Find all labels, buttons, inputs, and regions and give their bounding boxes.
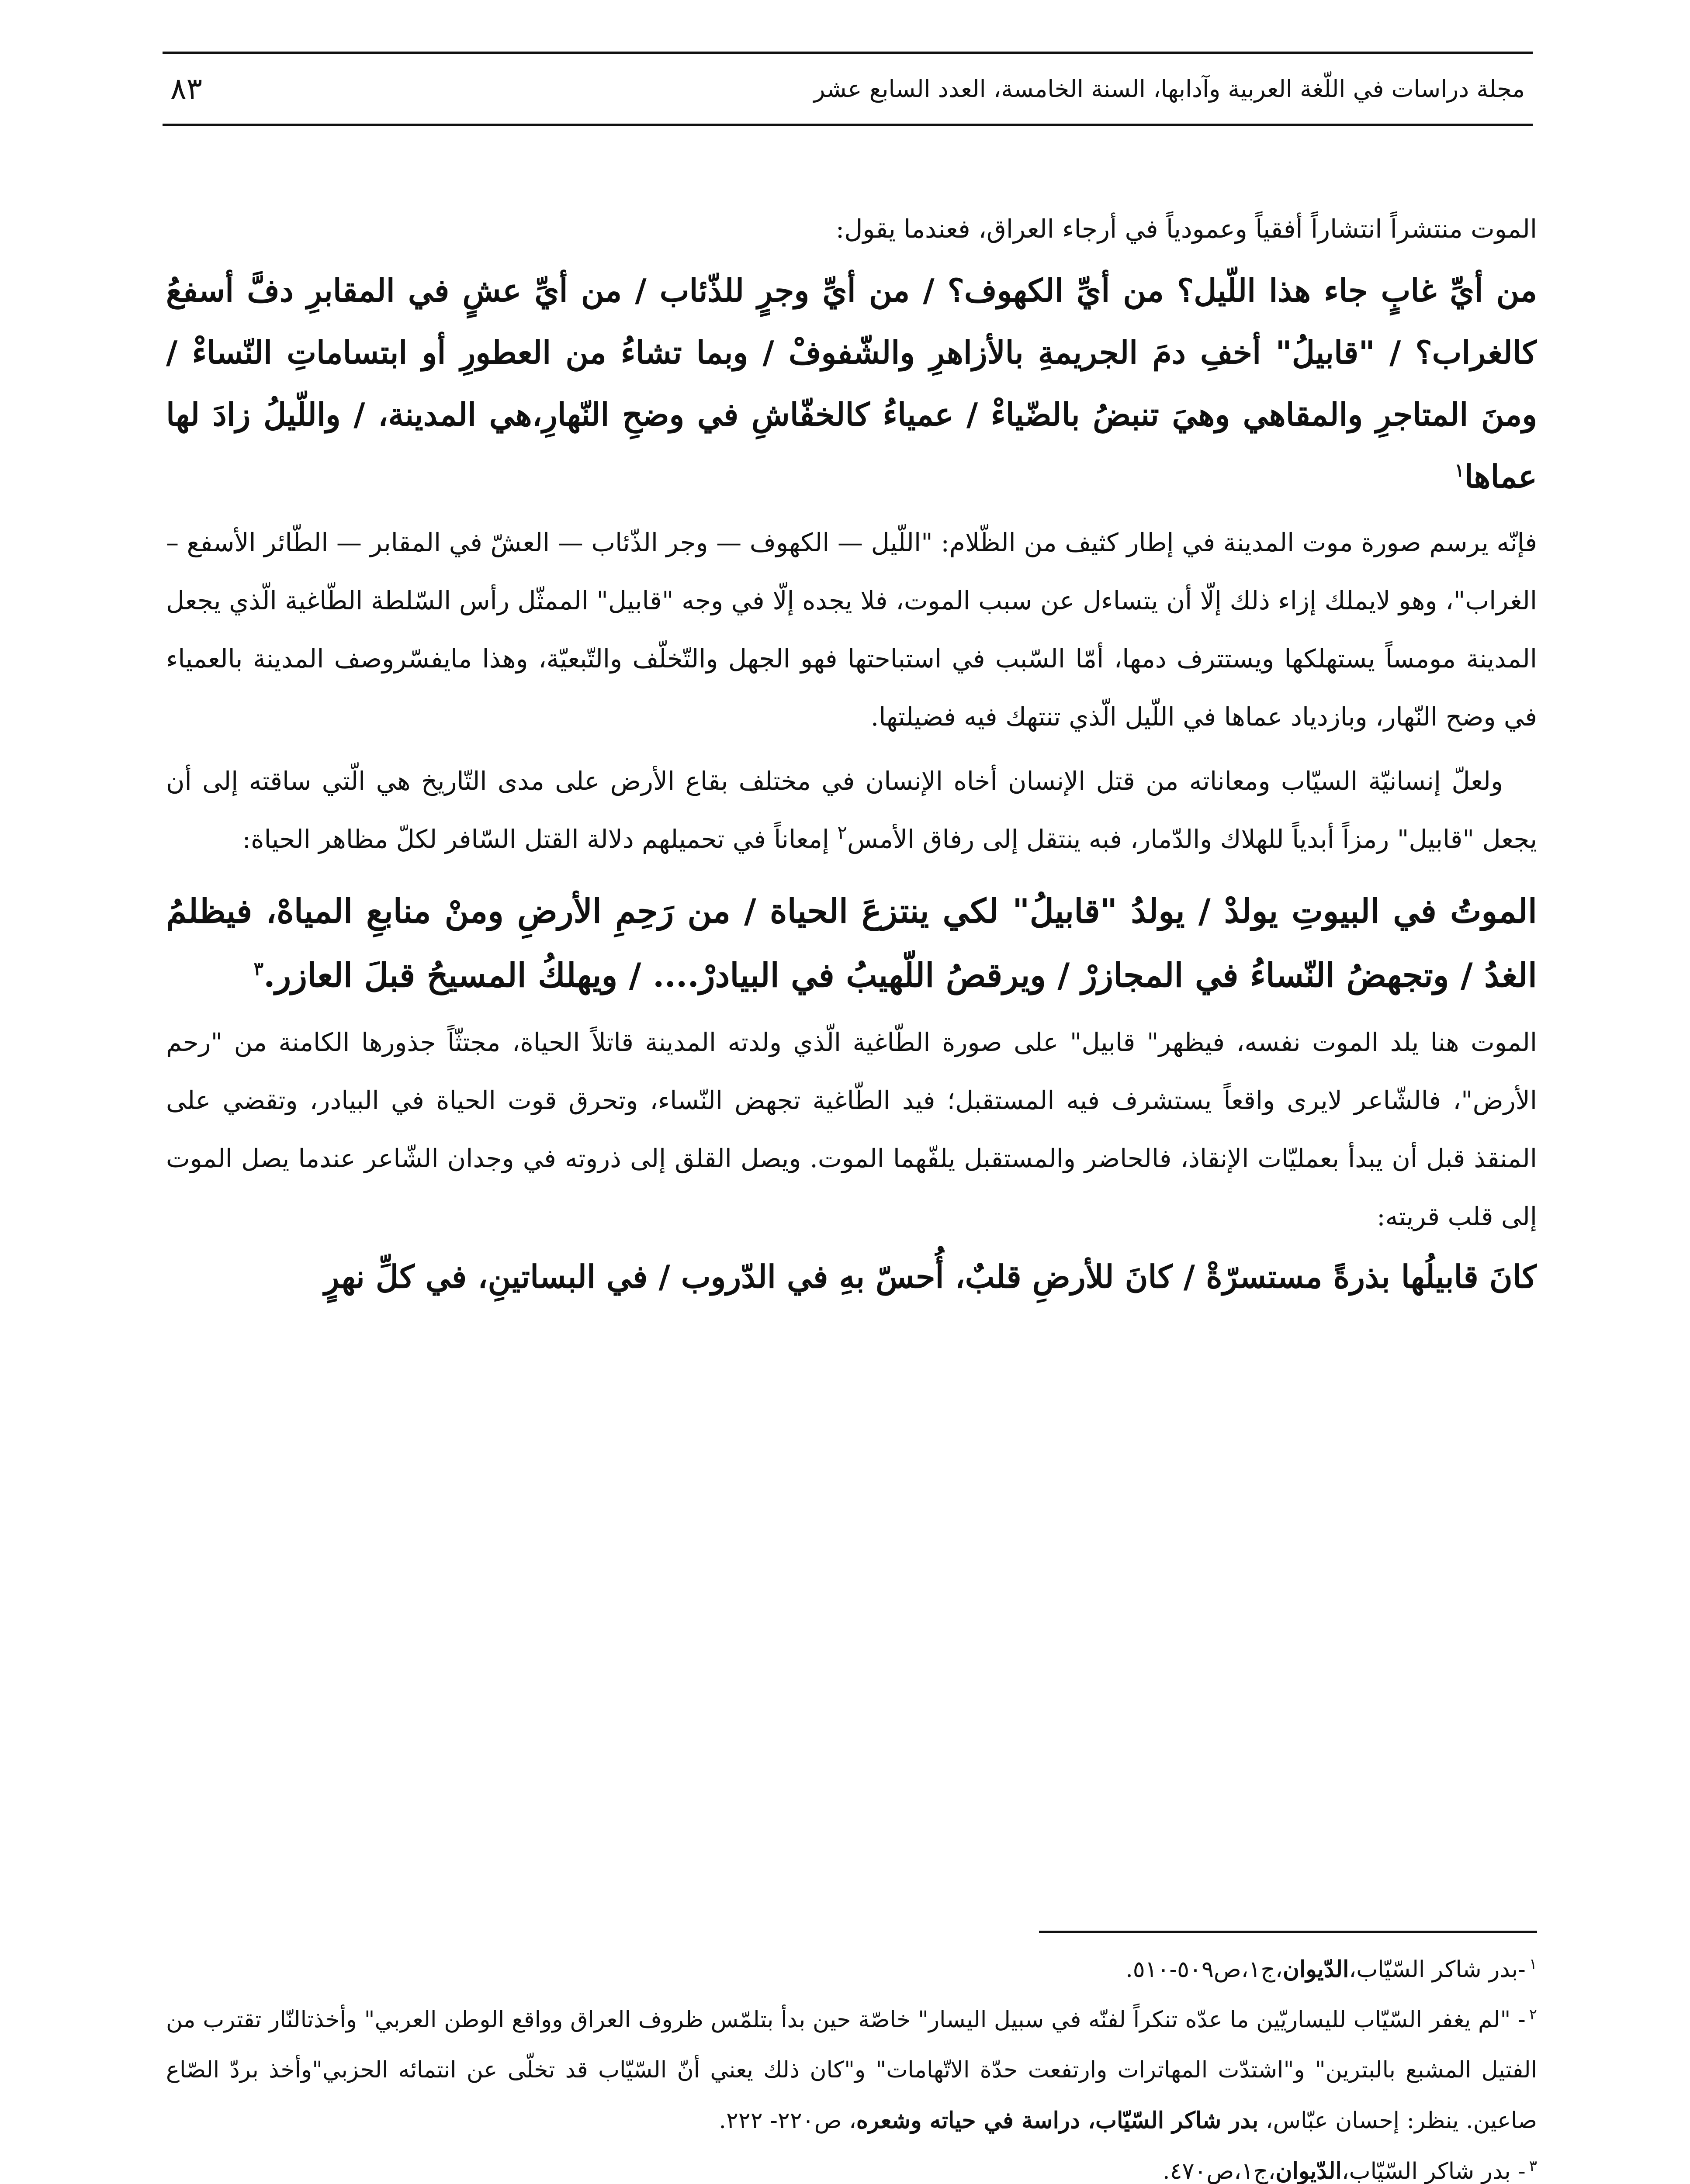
poem-excerpt-1-footnote-ref: ١ (1455, 460, 1465, 481)
analysis-paragraph-3: الموت هنا يلد الموت نفسه، فيظهر" قابيل" على صورة الطّاغية الّذي ولدته المدينة قاتلاً الحياة، مجتثّاً جذورها الكامنة من "رحم الأرض"، فالشّاعر لايرى واقعاً يستشرف فيه المستقبل؛ فيد الطّاغية تجهض النّساء، وتحرق قوت الحياة في البيادر، وتقضي على المنقذ قبل أن يبدأ بعمليّات الإنقاذ، فالحاضر والمستقبل يلفّهما الموت. ويصل القلق إلى ذروته في وجدان الشّاعر عندما يصل الموت إلى قلب قريته: (166, 1027, 1537, 1231)
intro-line: الموت منتشراً انتشاراً أفقياً وعمودياً في أرجاء العراق، فعندما يقول: (835, 214, 1537, 244)
footnote-2-number: ٢ (1529, 2005, 1537, 2023)
poem-excerpt-3: كانَ قابيلُها بذرةً مستسرّةْ / كانَ للأرضِ قلبٌ، أُحسّ بهِ في الدّروب / في البساتينِ، في كلِّ نهرٍ (324, 1258, 1537, 1295)
poem-excerpt-2 (166, 879, 1537, 1007)
footnote-separator (1039, 1931, 1537, 1933)
footnote-3-after-bold: ،ج١،ص٤٧٠. (1163, 2158, 1276, 2184)
footnote-2 (166, 1995, 1537, 2146)
footnotes-section (166, 1931, 1537, 2184)
footnote-2-bold-title: بدر شاكر السّيّاب، دراسة في حياته وشعره (856, 2107, 1259, 2134)
journal-title: مجلة دراسات في اللّغة العربية وآدابها، السنة الخامسة، العدد السابع عشر (814, 75, 1525, 103)
page-header (163, 52, 1533, 126)
footnote-3 (166, 2146, 1537, 2184)
poem-excerpt-1-text: من أيِّ غابٍ جاء هذا اللّيل؟ من أيِّ الكهوف؟ / من أيِّ وجرٍ للذّئاب / من أيِّ عشٍ في المقابرِ دفَّ أسفعُ كالغراب؟ / "قابيلُ" أخفِ دمَ الجريمةِ بالأزاهرِ والشّفوفْ / وبما تشاءُ من العطورِ أو ابتساماتِ النّساءْ / ومنَ المتاجرِ والمقاهي وهيَ تنبضُ بالضّياءْ / عمياءُ كالخفّاشِ في وضحِ النّهارِ،هي المدينة، / واللّيلُ زادَ لها عماها (166, 272, 1537, 495)
footnote-2-before-bold: - "لم يغفر السّيّاب لليساريّين ما عدّه تنكراً لفنّه في سبيل اليسار" خاصّة حين بدأ بتلمّس ظروف العراق وواقع الوطن العربي" وأخذتالنّار تقترب من الفتيل المشبع بالبترين" و"اشتدّت المهاترات وارتفعت حدّة الاتّهامات" و"كان ذلك يعني أنّ السّيّاب قد تخلّى عن انتمائه الحزبي"وأخذ بردّ الصّاع صاعين. ينظر: إحسان عبّاس، (166, 2007, 1537, 2134)
footnote-1-before-bold: -بدر شاكر السّيّاب، (1349, 1956, 1526, 1983)
footnote-2-after-bold: ، ص٢٢٠- ٢٢٢. (719, 2108, 856, 2134)
footnote-1-bold-title: الدّيوان (1282, 1956, 1349, 1983)
page-number: ٨٣ (170, 71, 203, 106)
footnote-1-number: ١ (1529, 1955, 1537, 1973)
analysis-paragraph-2 (166, 752, 1537, 868)
main-content (166, 200, 1537, 1936)
footnote-1 (166, 1944, 1537, 1995)
poem-excerpt-1 (166, 259, 1537, 508)
poem-excerpt-2-text: الموتُ في البيوتِ يولدْ / يولدُ "قابيلُ" لكي ينتزعَ الحياة / من رَحِمِ الأرضِ ومنْ منابعِ المياهْ، فيظلمُ الغدُ / وتجهضُ النّساءُ في المجازرْ / ويرقصُ اللّهيبُ في البيادرْ.... / ويهلكُ المسيحُ قبلَ العازر. (166, 892, 1537, 995)
footnote-3-bold-title: الدّيوان (1275, 2158, 1342, 2184)
poem-excerpt-2-footnote-ref: ٣ (253, 958, 264, 980)
footnote-1-after-bold: ،ج١،ص٥٠٩-٥١٠. (1126, 1956, 1283, 1983)
footnote-3-before-bold: - بدر شاكر السّيّاب، (1341, 2158, 1526, 2184)
analysis-paragraph-2-after-ref: إمعاناً في تحميلهم دلالة القتل السّافر لكلّ مظاهر الحياة: (242, 824, 838, 854)
analysis-paragraph-2-footnote-ref: ٢ (837, 822, 847, 843)
analysis-paragraph-1: فإنّه يرسم صورة موت المدينة في إطار كثيف من الظّلام: "اللّيل — الكهوف — وجر الذّئاب — العشّ في المقابر — الطّائر الأسفع – الغراب"، وهو لايملك إزاء ذلك إلّا أن يتساءل عن سبب الموت، فلا يجده إلّا في وجه "قابيل" الممثّل رأس السّلطة الطّاغية الّذي يجعل المدينة مومساً يستهلكها ويستترف دمها، أمّا السّبب في استباحتها فهو الجهل والتّخلّف والتّبعيّة، وهذا مايفسّروصف المدينة بالعمياء في وضح النّهار، وبازدياد عماها في اللّيل الّذي تنتهك فيه فضيلتها. (166, 528, 1537, 732)
analysis-paragraph-2-before-ref: ولعلّ إنسانيّة السيّاب ومعاناته من قتل الإنسان أخاه الإنسان في مختلف بقاع الأرض على مدى التّاريخ هي الّتي ساقته إلى أن يجعل "قابيل" رمزاً أبدياً للهلاك والدّمار، فبه ينتقل إلى رفاق الأمس (166, 766, 1537, 854)
footnote-3-number: ٣ (1529, 2157, 1537, 2175)
